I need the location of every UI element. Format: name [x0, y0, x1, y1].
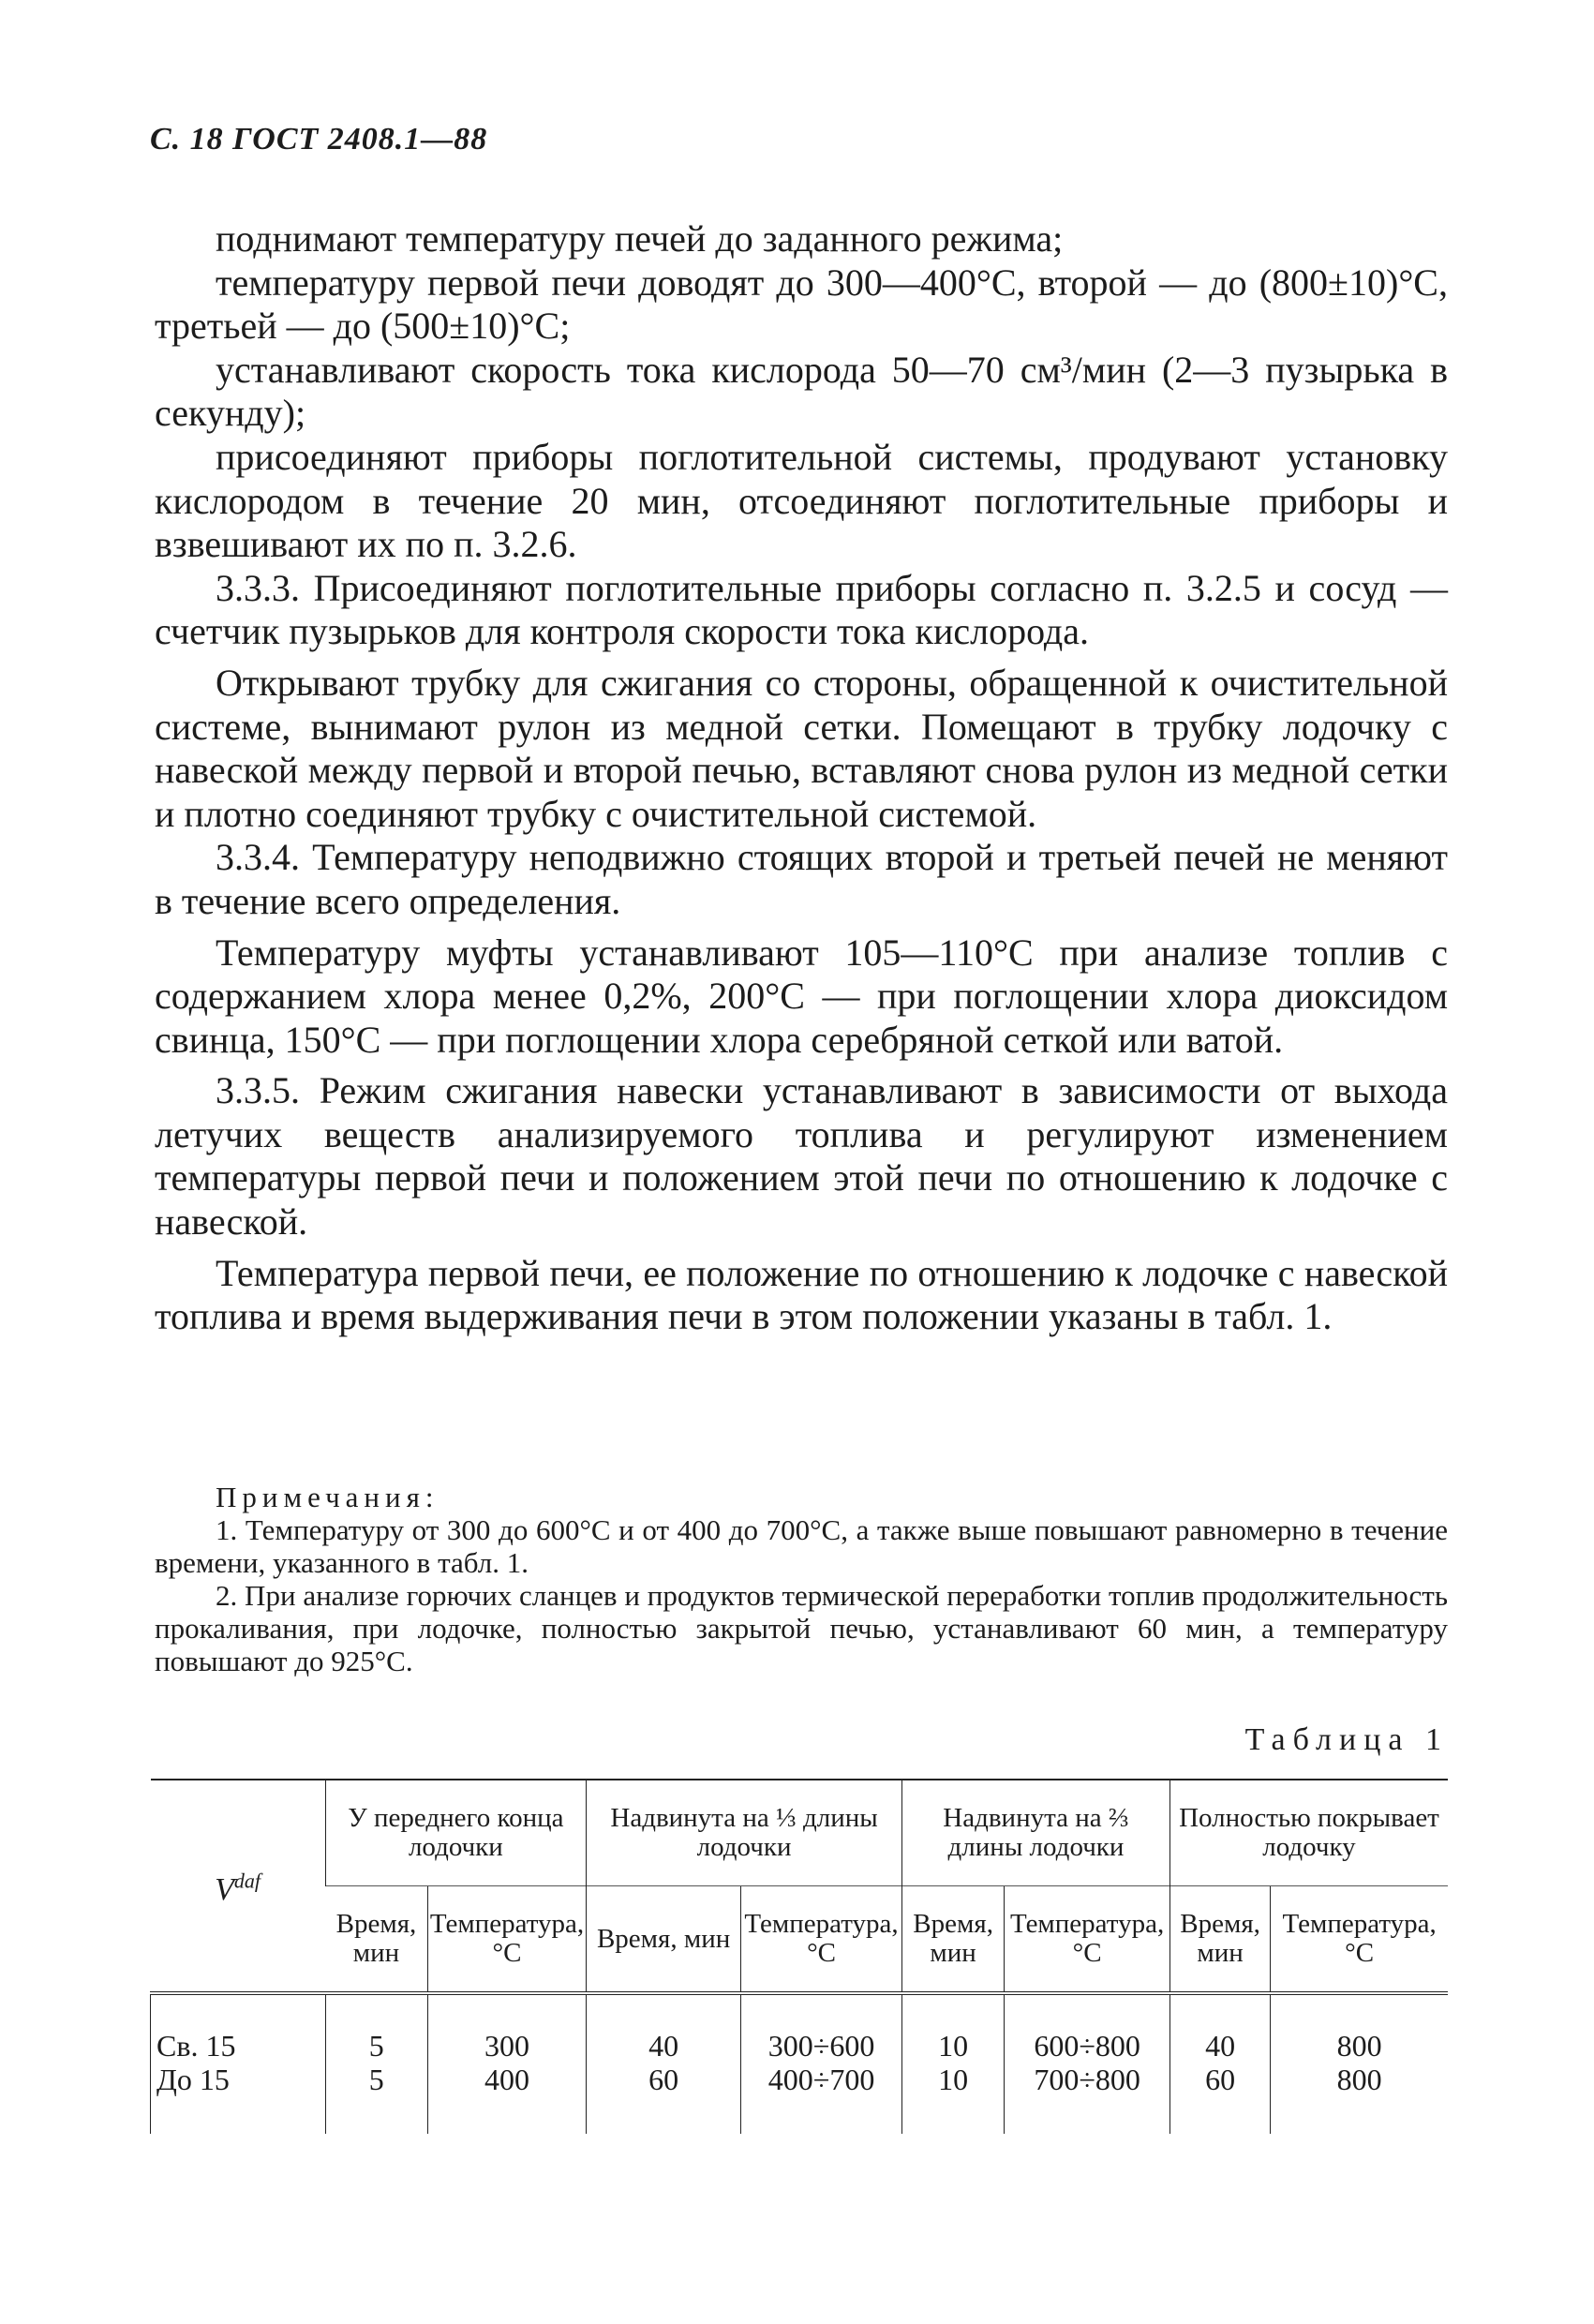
- table-cell: 700÷800: [1005, 2063, 1170, 2134]
- volatile-yield-header: [151, 1780, 326, 1993]
- row-label: До 15: [151, 2063, 326, 2134]
- table-cell: 40: [1169, 1993, 1270, 2063]
- table-cell: 40: [587, 1993, 741, 2063]
- table-cell: 400: [427, 2063, 586, 2134]
- subheader-time: Время, мин: [325, 1886, 427, 1994]
- table-cell: 600÷800: [1005, 1993, 1170, 2063]
- table-cell: 300÷600: [741, 1993, 902, 2063]
- subheader-time: Время, мин: [1169, 1886, 1270, 1994]
- paragraph: температуру первой печи доводят до 300—400°С, второй — до (800±10)°С, третьей — до (500±10)°С;: [155, 261, 1448, 348]
- paragraph: Температуру муфты устанавливают 105—110°С при анализе топлив с содержанием хлора менее 0,2%, 200°С — при поглощении хлора диоксидом свинца, 150°С — при поглощении хлора серебряной сеткой или ватой.: [155, 931, 1448, 1061]
- note-item: 1. Температуру от 300 до 600°С и от 400 до 700°С, а также выше повышают равномерно в течение времени, указанного в табл. 1.: [155, 1513, 1448, 1579]
- yield-symbol: V: [215, 1871, 234, 1907]
- paragraph: устанавливают скорость тока кислорода 50—70 см³/мин (2—3 пузырька в секунду);: [155, 348, 1448, 435]
- table-cell: 800: [1271, 2063, 1448, 2134]
- subheader-temperature: Температура, °С: [427, 1886, 586, 1994]
- paragraph: 3.3.3. Присоединяют поглотительные приборы согласно п. 3.2.5 и сосуд — счетчик пузырьков для контроля скорости тока кислорода.: [155, 566, 1448, 653]
- paragraph: присоединяют приборы поглотительной системы, продувают установку кислородом в течение 20 мин, отсоединяют поглотительные приборы и взвешивают их по п. 3.2.6.: [155, 435, 1448, 566]
- page-header: С. 18 ГОСТ 2408.1—88: [150, 122, 488, 156]
- table-cell: 5: [325, 1993, 427, 2063]
- table-cell: 10: [902, 1993, 1005, 2063]
- paragraph: Температура первой печи, ее положение по отношению к лодочке с навеской топлива и время выдерживания печи в этом положении указаны в табл. 1.: [155, 1251, 1448, 1338]
- subheader-temperature: Температура, °С: [1271, 1886, 1448, 1994]
- row-label: Св. 15: [151, 1993, 326, 2063]
- table-cell: 5: [325, 2063, 427, 2134]
- group-header: У переднего конца лодочки: [325, 1780, 586, 1886]
- table-cell: 60: [587, 2063, 741, 2134]
- table-row: [151, 1993, 1449, 2063]
- subheader-temperature: Температура, °С: [1005, 1886, 1170, 1994]
- table-header-row: [151, 1780, 1449, 1886]
- paragraph: поднимают температуру печей до заданного режима;: [216, 217, 1064, 260]
- group-header: Надвинута на ⅔ длины лодочки: [902, 1780, 1170, 1886]
- group-header: Надвинута на ⅓ длины лодочки: [587, 1780, 902, 1886]
- note-item: 2. При анализе горючих сланцев и продуктов термической переработки топлив продолжительность прокаливания, при лодочке, полностью закрытой печью, устанавливают 60 мин, а температуру повышают до 925°С.: [155, 1579, 1448, 1677]
- notes-title: Примечания:: [216, 1481, 439, 1513]
- body-text: [155, 217, 1448, 1339]
- paragraph: 3.3.4. Температуру неподвижно стоящих второй и третьей печей не меняют в течение всего определения.: [155, 836, 1448, 922]
- group-header: Полностью покрывает лодочку: [1169, 1780, 1448, 1886]
- subheader-time: Время, мин: [902, 1886, 1005, 1994]
- table-cell: 60: [1169, 2063, 1270, 2134]
- subheader-time: Время, мин: [587, 1886, 741, 1994]
- subheader-temperature: Температура, °С: [741, 1886, 902, 1994]
- paragraph: Открывают трубку для сжигания со стороны, обращенной к очистительной системе, вынимают рулон из медной сетки. Помещают в трубку лодочку с навеской между первой и второй печью, вставляют снова рулон из медной сетки и плотно соединяют трубку с очистительной системой.: [155, 661, 1448, 835]
- table-row: [151, 2063, 1449, 2134]
- table-cell: 10: [902, 2063, 1005, 2134]
- combustion-mode-table: [150, 1779, 1448, 2134]
- table-caption: Таблица 1: [1244, 1722, 1449, 1757]
- table-cell: 400÷700: [741, 2063, 902, 2134]
- notes-section: [155, 1481, 1448, 1677]
- yield-superscript: daf: [233, 1869, 261, 1893]
- table-subheader-row: [151, 1886, 1449, 1994]
- table-cell: 800: [1271, 1993, 1448, 2063]
- paragraph: 3.3.5. Режим сжигания навески устанавливают в зависимости от выхода летучих веществ анализируемого топлива и регулируют изменением температуры первой печи и положением этой печи по отношению к лодочке с навеской.: [155, 1069, 1448, 1244]
- table-cell: 300: [427, 1993, 586, 2063]
